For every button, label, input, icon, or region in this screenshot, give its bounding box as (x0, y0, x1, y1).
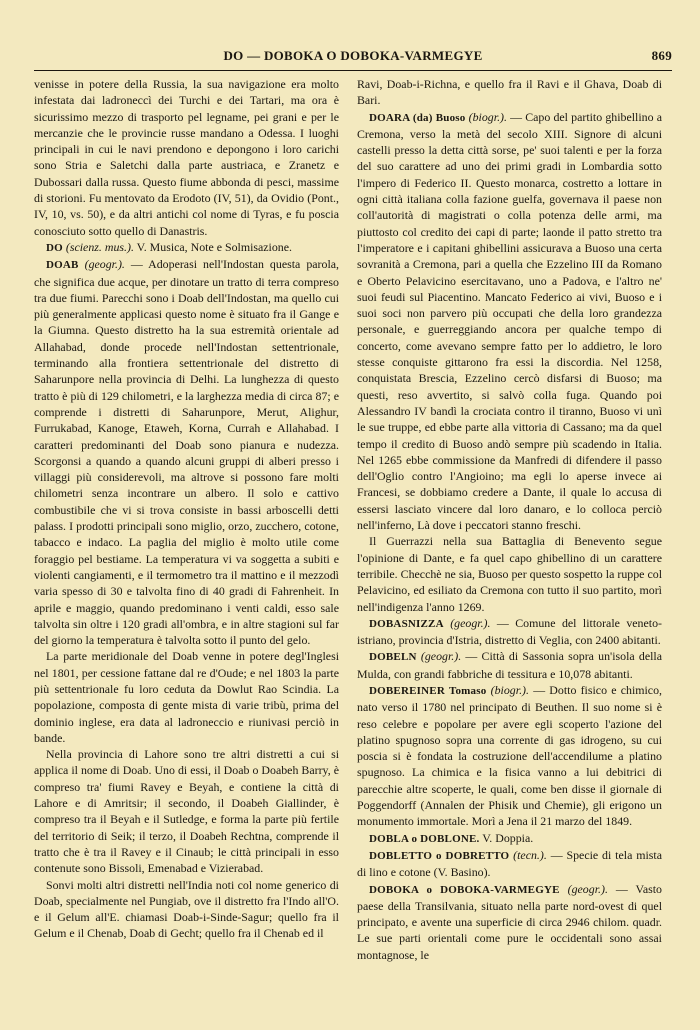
paragraph-doab-other: Sonvi molti altri distretti nell'India noti col nome generico di Doab, specialmente nel Pungiab, ove il distretto fra l'Indo all'O. e il Gelum all'E. chiamasi Doab-i-Sinde-Sagur; quello fra il Gelum e il Chenab, Doab di Gecht; quello fra il Chenab ed il (34, 877, 339, 941)
entry-headword: DOAB (46, 259, 79, 272)
entry-headword: DOBASNIZZA (369, 617, 444, 630)
entry-text: V. Musica, Note e Solmisazione. (133, 239, 293, 254)
entry-do (34, 239, 339, 256)
entry-text: — Capo del partito ghibellino a Cremona, verso la metà del secolo XIII. Signore di alcuni castelli presso la detta città sorse, pe' suoi talenti e per la forza del suo carattere ad uno dei primi gradi in Lombardia sotto l'impero di Federico II. Questo monarca, costretto a lottare in ogni città italiana colla fazione guelfa, governava il paese non coll'autorità di magistrati o colla potenza delle armi, ma piuttosto col credito dei capi di parte; laonde il patto stretto tra l'imperatore e i capitani ghibellini assicurava a Buoso una certa sovranità a Cremona, pari a quella che Ezzelino III da Romano e Oberto Pelavicino esercitavano, uno a Padova, e l'altro ne' suoi feudi sul Piacentino. Mancato Federico ai vivi, Buoso e i suoi soci non parvero più occupati che della loro grandezza personale, e guerreggiando ancora per qualche tempo di concerto, come avevano sempre fatto per lo addietro, le loro stesse conquiste gittarono fra essi la discordia. Nel 1258, conquistata Brescia, Ezzelino cercò disfarsi di Buoso; ma questi, reso avvertito, si salvò colla fuga. Quando poi Alessandro IV bandì la crociata contro il tiranno, Buoso vi unì le sue truppe, ed ebbe parte alla vittoria di Cassano; ma da quel tempo il credito di Buoso andò sempre più scadendo in Italia. Nel 1265 ebbe commissione da Manfredi di difendere il passo dell'Oglio contro l'Angioino; ma egli lo aperse invece ai Francesi, se dobbiamo credere a Dante, il quale lo accusa di essersi lasciato vincere dal loro danaro, e lo colloca perciò nell'inferno, Là dove i peccatori stanno freschi. (357, 109, 662, 533)
entry-headword: DOBLETTO o DOBRETTO (369, 849, 510, 862)
entry-text: V. Doppia. (479, 830, 534, 845)
entry-text: — Adoperasi nell'Indostan questa parola, che significa due acque, per dinotare un tratto di terra compreso tra due fiumi. Parecchi sono i Doab dell'Indostan, ma quello cui più generalmente applicasi questo nome è situato fra il Gange e la Giumna. Questo distretto ha la sua estremità orientale ad Allahabad, donde procede nell'Indostan settentrionale, terminando alla frontiera settentrionale del distretto di Saharunpore nella provincia di Delhi. La lunghezza di questo tratto è più di 129 chilometri, e la larghezza media di circa 87; e comprende i distretti di Saharunpore, Merut, Alighur, Furrukabad, Kanoge, Etaweh, Korna, Currah e Allahabad. I caratteri predominanti del Doab sono pianura e nudezza. Scorgonsi a quando a quando alcuni gruppi di alberi presso i villaggi più considerevoli, ma altrove si possono fare molti chilometri senza incontrare un albero. Il solo e cattivo combustibile che vi si trova consiste in bassi arboscelli detti palass. I prodotti principali sono miglio, orzo, zucchero, cotone, tabacco e indaco. La paglia del miglio è molto utile come foraggio pel bestiame. La temperatura vi va soggetta a subiti e violenti cangiamenti, e il termometro tra il mattino e il mezzodì varia spesso di 30 e talvolta fino di 40 gradi di Fahrenheit. In aprile e maggio, quando predominano i venti caldi, esso sale talvolta sin oltre i 120 gradi all'ombra, e in altre stagioni sul far del giorno la temperatura è talvolta sotto il punto del gelo. (34, 257, 339, 648)
entry-text: — Vasto paese della Transilvania, situato nella parte nord-ovest di quel principato, e avente una superficie di circa 2946 chilom. quadr. Le sue parti orientali come pure le occidentali sono assai montagnose, le (357, 881, 662, 962)
entry-label: (geogr.). (450, 615, 491, 630)
entry-headword: DOBOKA o DOBOKA-VARMEGYE (369, 883, 560, 896)
paragraph-guerrazzi: Il Guerrazzi nella sua Battaglia di Benevento segue l'opinione di Dante, e fa quel capo ghibellino di un carattere terribile. Checchè ne sia, Buoso per questo sospetto la ruppe col Pelavicino, ed esiliato da Cremona con tutto il suo partito, morì nell'indigenza l'anno 1269. (357, 534, 662, 614)
entry-label: (biogr.). (468, 109, 507, 124)
entry-label: (geogr.). (567, 881, 608, 896)
entry-headword: DOBLA o DOBLONE. (369, 832, 480, 845)
entry-headword: DOBELN (369, 651, 417, 664)
entry-doboka (357, 881, 662, 963)
entry-headword: DO (46, 241, 63, 254)
entry-label: (tecn.). (513, 847, 547, 862)
entry-label: (biogr.). (490, 682, 529, 697)
entry-label: (geogr.). (420, 649, 462, 664)
entry-doab (34, 256, 339, 648)
paragraph-doab-continuation: Ravi, Doab-i-Richna, e quello fra il Ravi e il Ghava, Doab di Bari. (357, 77, 662, 108)
header-rule (34, 70, 672, 71)
entry-label: (geogr.). (84, 257, 125, 272)
entry-text: — Città di Sassonia sopra un'isola della Mulda, con grandi fabbriche di tessitura e 10,078 abitanti. (357, 649, 662, 681)
entry-text: — Comune del littorale veneto-istriano, provincia d'Istria, distretto di Veglia, con 2400 abitanti. (357, 615, 662, 648)
paragraph-doab-lahore: Nella provincia di Lahore sono tre altri distretti a cui si applica il nome di Doab. Uno di essi, il Doab o Doabeh Barry, è compreso tra' fiumi Ravey e Beyah, e contiene la città di Lahore e di Amritsir; il secondo, il Doabeh Giallinder, è compreso tra il Beyah e il Sutledge, e forma la parte più fertile del territorio di Seik; il terzo, il Doabeh Rechtna, comprende il tratto che è tra il Ravey e il Cinaub; le città principali in esso contenute sono Bissoli, Emenabad e Vizierabad. (34, 747, 339, 876)
entry-dobereiner (357, 682, 662, 830)
running-header (34, 46, 672, 68)
left-column (34, 76, 339, 1020)
right-column (357, 76, 662, 1020)
entry-headword: DOARA (da) Buoso (369, 111, 466, 124)
header-title: DO — DOBOKA O DOBOKA-VARMEGYE (223, 48, 483, 63)
entry-dobeln (357, 648, 662, 682)
paragraph-dniester-continuation: venisse in potere della Russia, la sua navigazione era molto infestata dai ladroneccì dei Turchi e dei Tartari, ma ora è sicurissimo mezzo di trasporto pel legname, pei grani e per le mercanzie che le provincie russe mandano a Odessa. I luoghi principali in cui le navi prendono e depongono i loro carichi sono Stria e Saletchi dalla parte austriaca, e Zranetz e Dubossari dalla russa. Questo fiume abbonda di pesci, massime di storioni. Fu mentovato da Erodoto (IV, 51), da Ovidio (Pont., IV, 10, vs. 50), e da altri antichi col nome di Tyras, e fu poscia conosciuto sotto quello di Danastris. (34, 77, 339, 238)
entry-text: — Specie di tela mista di lino e cotone (V. Basino). (357, 847, 662, 880)
entry-dobla (357, 830, 662, 847)
entry-headword: DOBEREINER Tomaso (369, 684, 487, 697)
entry-label: (scienz. mus.). (65, 239, 134, 254)
paragraph-doab-history: La parte meridionale del Doab venne in potere degl'Inglesi nel 1801, per cessione fattane dal re d'Oude; e nel 1803 la parte più settentrionale fu loro ceduta da Dowlut Rao Scindia. La popolazione, composta di gente mista di varie tribù, prima del dominio inglese, era data al ladroneccio e riunivasi perciò in bande. (34, 649, 339, 745)
page-number: 869 (651, 48, 672, 63)
entry-dobletto (357, 847, 662, 881)
entry-dobasnizza (357, 615, 662, 649)
entry-doara (357, 109, 662, 534)
entry-text: — Dotto fisico e chimico, nato verso il 1780 nel principato di Beuthen. Il suo nome si è reso celebre e popolare per avere egli scoperto l'azione del platino spugnoso sopra una corrente di gas idrogeno, su cui poscia si è fondata la costruzione dell'accendilume a platino spugnoso. La chimica e la fisica vanno a lui debitrici di parecchie altre scoperte, le quali, come ben disse il giornale di Poggendorff (Annalen der Phisik und Chemie), gli erigono un monumento immortale. Morì a Jena il 21 marzo del 1849. (357, 682, 662, 829)
